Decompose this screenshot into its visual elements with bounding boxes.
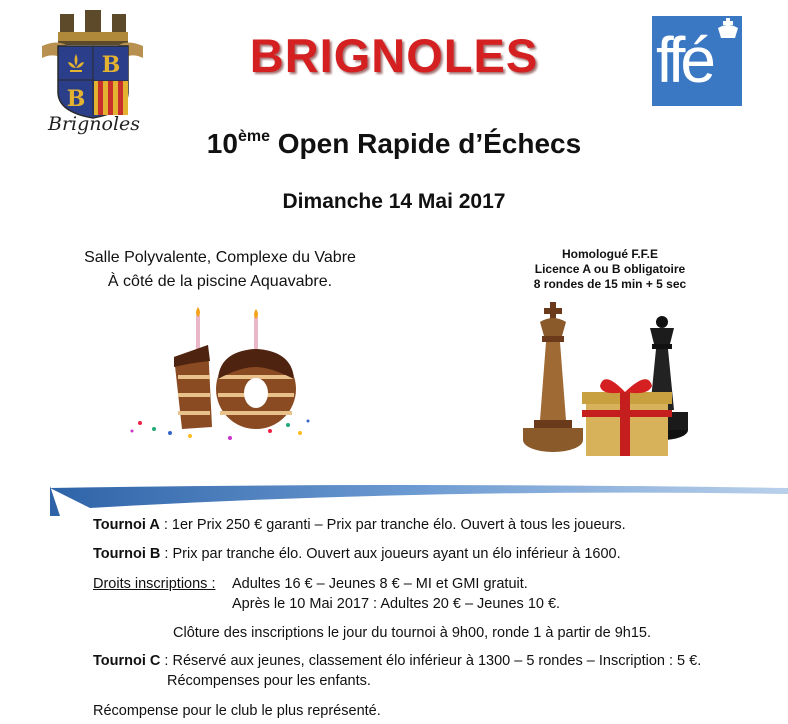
page-title: BRIGNOLES <box>249 29 539 82</box>
fees-line-2: Après le 10 Mai 2017 : Adultes 20 € – Jeunes 10 €. <box>232 596 561 612</box>
chess-pieces-gift-image <box>520 300 700 465</box>
homologation-block <box>510 247 710 292</box>
event-title <box>0 128 788 160</box>
event-title-rest: Open Rapide d’Échecs <box>269 128 582 159</box>
tournament-a-label: Tournoi A <box>93 517 160 533</box>
tournament-c-line-2: Récompenses pour les enfants. <box>167 673 371 689</box>
homologation-line-3: 8 rondes de 15 min + 5 sec <box>533 277 687 291</box>
venue-block <box>60 246 380 294</box>
tournament-a-text: : 1er Prix 250 € garanti – Prix par tranche élo. Ouvert à tous les joueurs. <box>159 517 626 533</box>
registration-closing: Clôture des inscriptions le jour du tournoi à 9h00, ronde 1 à partir de 9h15. <box>173 625 651 641</box>
event-title-sup: ème <box>237 128 270 145</box>
coat-caption: Brignoles <box>47 113 141 135</box>
fees-label: Droits inscriptions : <box>93 576 216 592</box>
king-crown-icon <box>716 18 740 40</box>
tournament-c-text: : Réservé aux jeunes, classement élo inférieur à 1300 – 5 rondes – Inscription : 5 €. <box>160 653 702 669</box>
tournament-c-label: Tournoi C <box>93 653 161 669</box>
tournament-b-text: : Prix par tranche élo. Ouvert aux joueurs ayant un élo inférieur à 1600. <box>160 546 621 562</box>
tournament-b-line <box>93 546 621 562</box>
king-piece-icon <box>523 302 583 452</box>
venue-line-2: À côté de la piscine Aquavabre. <box>107 273 333 290</box>
event-date: Dimanche 14 Mai 2017 <box>282 190 506 213</box>
ffe-logo-text: ffé <box>656 24 711 96</box>
svg-text:B: B <box>101 52 121 78</box>
homologation-line-1: Homologué F.F.E <box>562 247 658 261</box>
decorative-banner <box>50 484 788 516</box>
ffe-logo <box>652 16 742 106</box>
svg-text:B: B <box>66 86 86 112</box>
tournament-a-line <box>93 517 626 533</box>
tournament-c-line <box>93 653 701 669</box>
club-reward: Récompense pour le club le plus représenté. <box>93 703 381 719</box>
event-title-number: 10 <box>206 128 238 159</box>
tournament-b-label: Tournoi B <box>93 546 161 562</box>
venue-line-1: Salle Polyvalente, Complexe du Vabre <box>84 249 356 266</box>
homologation-line-2: Licence A ou B obligatoire <box>534 262 686 276</box>
fees-line-1: Adultes 16 € – Jeunes 8 € – MI et GMI gratuit. <box>232 576 528 592</box>
confetti-icon <box>131 420 310 441</box>
birthday-cake-10-image <box>120 305 320 445</box>
